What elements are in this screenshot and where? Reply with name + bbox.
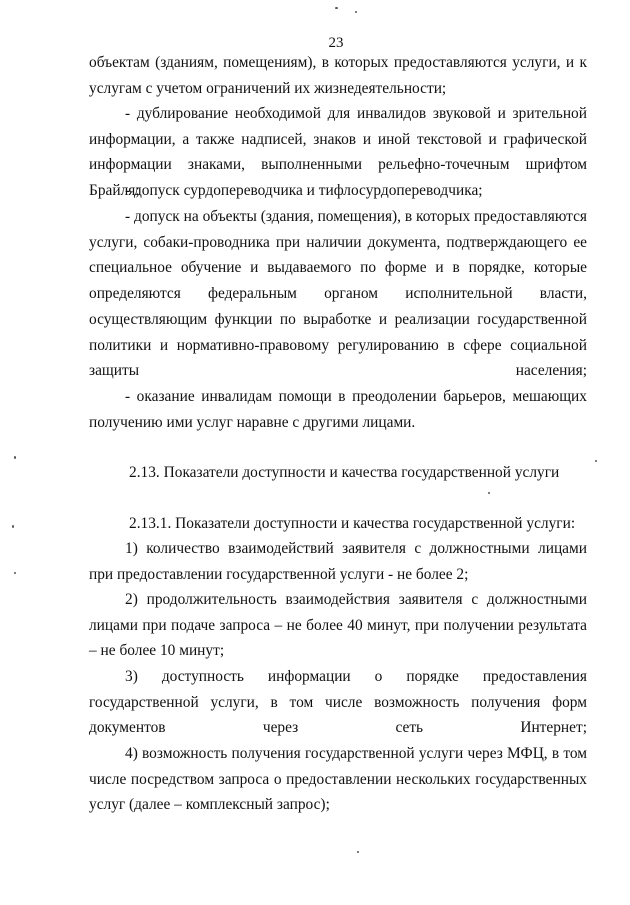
- scan-speck: [357, 851, 359, 853]
- paragraph-continuation: объектам (зданиям, помещениям), в которых предоставляются услуги, и к услугам с учетом ограничений их жизнедеятельности;: [89, 54, 587, 97]
- list-item-information-access: 3) доступность информации о порядке предоставления государственной услуги, в том числе возможность получения форм документов через сеть Интернет;: [89, 668, 587, 737]
- scan-speck: [335, 7, 338, 9]
- scan-speck: [355, 11, 357, 13]
- subsection-heading: 2.13.1. Показатели доступности и качества государственной услуги:: [129, 515, 576, 532]
- paragraph-guide-dog: - допуск на объекты (здания, помещения), в которых предоставляются услуги, собаки-проводника при наличии документа, подтверждающего ее специальное обучение и выдаваемого по форме и в порядке, которые определяются федеральным органом исполнительной власти, осуществляющим функции по выработке и реализации государственной политики и нормативно-правовому регулированию в сфере социальной защиты населения;: [89, 208, 587, 380]
- scan-speck: [12, 525, 14, 528]
- section-heading: 2.13. Показатели доступности и качества государственной услуги: [129, 464, 560, 481]
- scan-speck: [595, 460, 597, 462]
- paragraph-braille-duplication: - дублирование необходимой для инвалидов звуковой и зрительной информации, а также надписей, знаков и иной текстовой и графической информации знаками, выполненными рельефно-точечным шрифтом Брайля;: [89, 105, 587, 200]
- paragraph-sign-interpreter: - допуск сурдопереводчика и тифлосурдопереводчика;: [125, 182, 483, 199]
- list-item-interactions: 1) количество взаимодействий заявителя с должностными лицами при предоставлении государственной услуги - не более 2;: [89, 540, 587, 583]
- scan-speck: [488, 492, 490, 494]
- list-item-duration: 2) продолжительность взаимодействия заявителя с должностными лицами при подаче запроса – не более 40 минут, при получении результата – не более 10 минут;: [89, 591, 587, 660]
- page-number: 23: [328, 35, 344, 51]
- scan-speck: [14, 456, 16, 459]
- list-item-mfc-access: 4) возможность получения государственной услуги через МФЦ, в том числе посредством запроса о предоставлении нескольких государственных услуг (далее – комплексный запрос);: [89, 745, 587, 814]
- scan-speck: [14, 572, 16, 574]
- paragraph-barrier-assistance: - оказание инвалидам помощи в преодолении барьеров, мешающих получению ими услуг наравне с другими лицами.: [89, 388, 587, 431]
